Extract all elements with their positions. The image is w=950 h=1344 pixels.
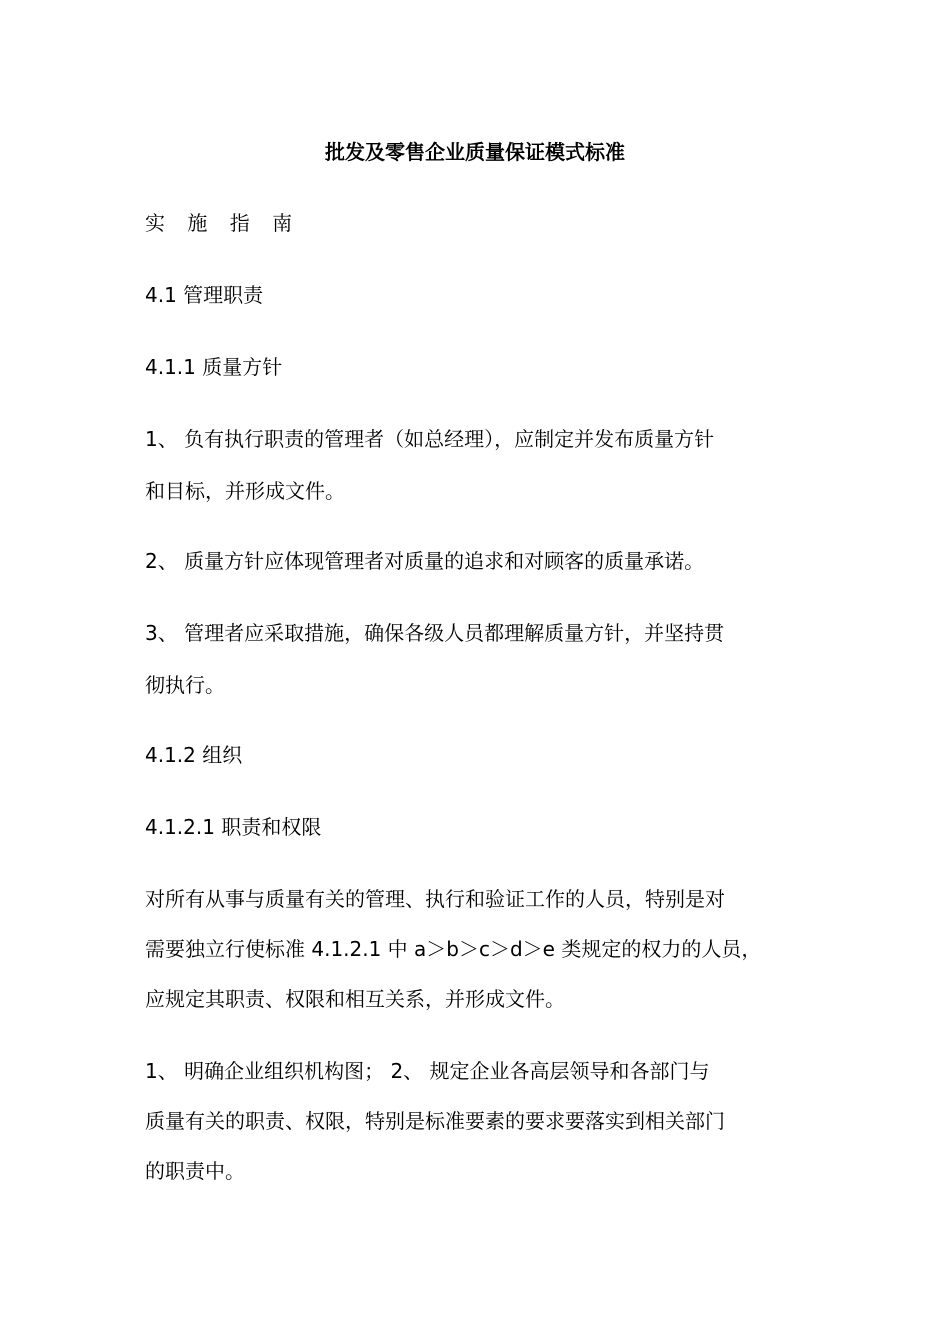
paragraph-line: 的职责中。	[145, 1159, 245, 1183]
paragraph-line: 和目标，并形成文件。	[145, 479, 345, 503]
document-title: 批发及零售企业质量保证模式标准	[325, 140, 625, 164]
paragraph-line: 1、 明确企业组织机构图； 2、 规定企业各高层领导和各部门与	[145, 1059, 710, 1083]
paragraph-line: 2、 质量方针应体现管理者对质量的追求和对顾客的质量承诺。	[145, 549, 705, 573]
paragraph-line: 彻执行。	[145, 673, 225, 697]
section-heading-4-1-1: 4.1.1 质量方针	[145, 355, 283, 379]
paragraph-line: 1、 负有执行职责的管理者（如总经理），应制定并发布质量方针	[145, 427, 715, 451]
paragraph-line: 质量有关的职责、权限，特别是标准要素的要求要落实到相关部门	[145, 1109, 725, 1133]
paragraph-line: 需要独立行使标准 4.1.2.1 中 a＞b＞c＞d＞e 类规定的权力的人员，	[145, 937, 762, 961]
paragraph-line: 对所有从事与质量有关的管理、执行和验证工作的人员，特别是对	[145, 887, 725, 911]
section-heading-4-1: 4.1 管理职责	[145, 283, 264, 307]
section-heading-4-1-2: 4.1.2 组织	[145, 743, 243, 767]
section-heading-4-1-2-1: 4.1.2.1 职责和权限	[145, 815, 322, 839]
paragraph-line: 3、 管理者应采取措施，确保各级人员都理解质量方针，并坚持贯	[145, 621, 725, 645]
document-subtitle: 实 施 指 南	[145, 211, 301, 235]
paragraph-line: 应规定其职责、权限和相互关系，并形成文件。	[145, 987, 565, 1011]
